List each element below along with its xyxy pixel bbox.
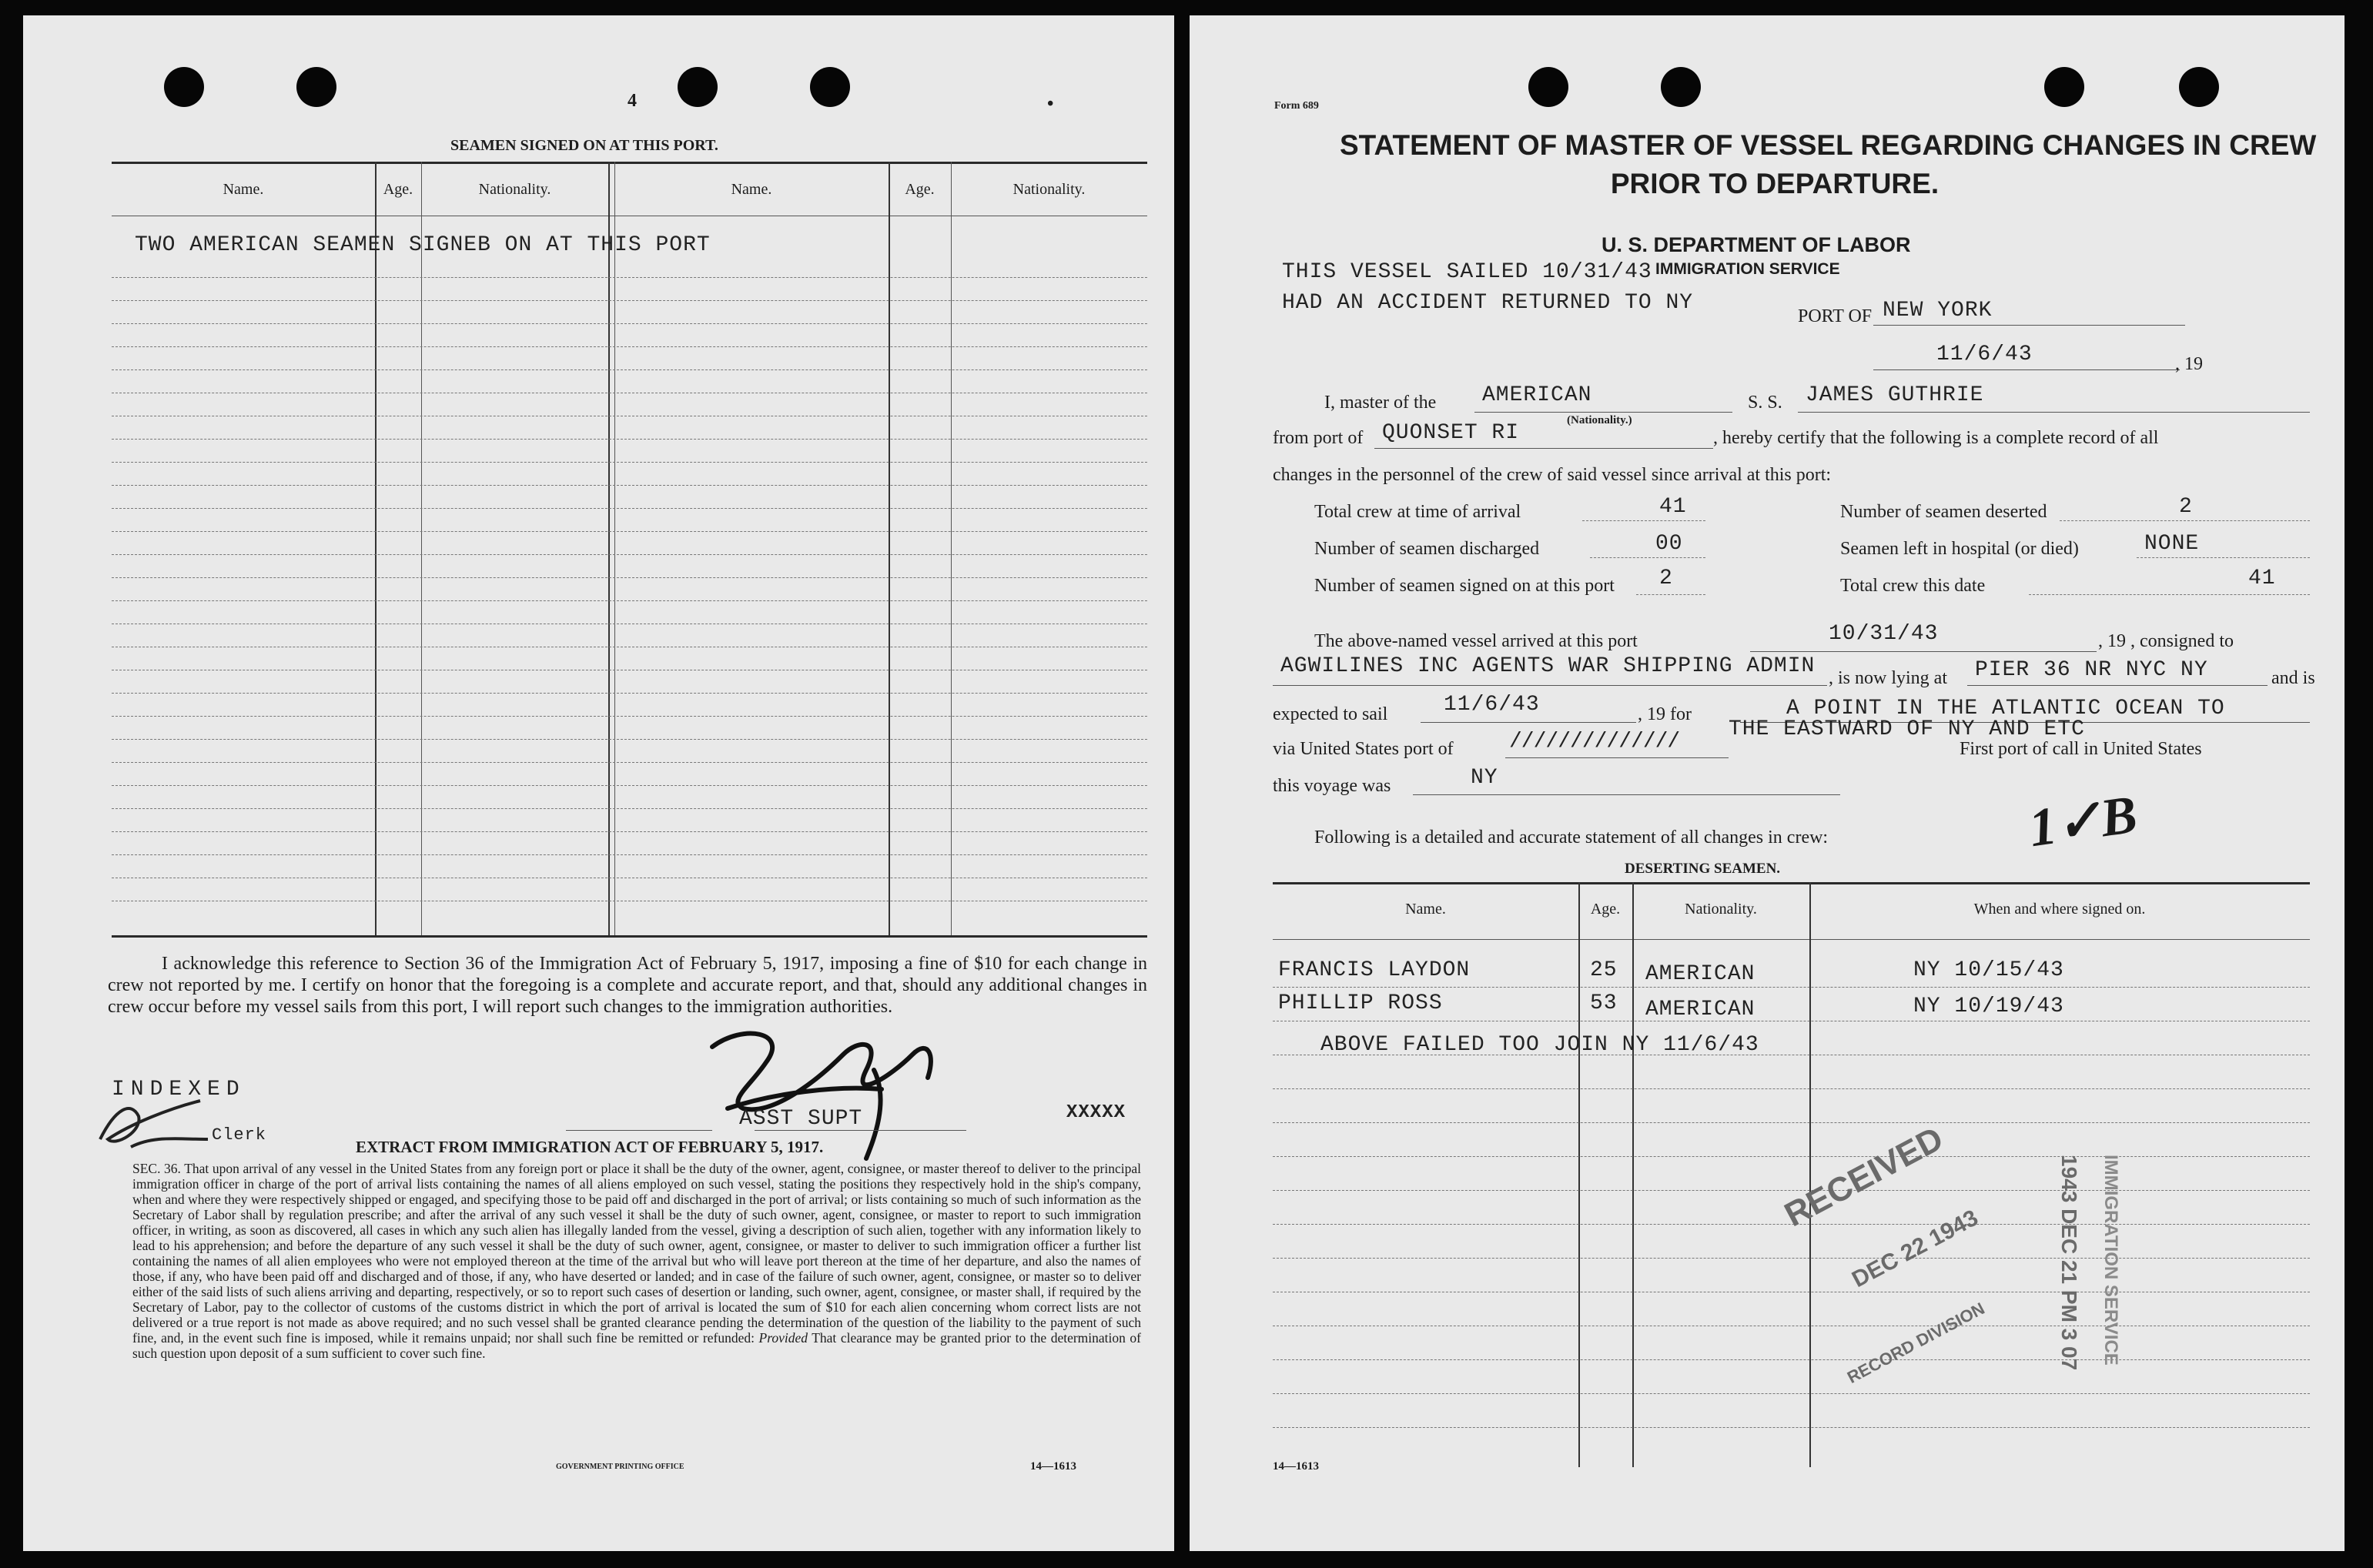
port-label: PORT OF xyxy=(1798,306,1873,326)
voyage-line xyxy=(1413,794,1840,795)
vertical-stamp: 1943 DEC 21 PM 3 07 xyxy=(2057,1155,2081,1371)
table-top-rule xyxy=(1273,882,2310,884)
ruled-line xyxy=(112,554,1147,555)
total-date-label: Total crew this date xyxy=(1840,576,1986,596)
signature-line xyxy=(566,1130,712,1131)
consigned-text: , 19 , consigned to xyxy=(2098,631,2234,651)
destination-line-2: THE EASTWARD OF NY AND ETC xyxy=(1729,717,2085,741)
column-header: Name. xyxy=(223,181,264,198)
column-header: Nationality. xyxy=(1012,181,1086,198)
legal-text xyxy=(132,1161,1141,1361)
ruled-line xyxy=(112,485,1147,486)
punch-hole xyxy=(2044,67,2084,107)
form-title: STATEMENT OF MASTER OF VESSEL REGARDING CHANGES IN CREW xyxy=(1340,129,2317,161)
indexed-stamp: INDEXED xyxy=(112,1078,246,1102)
ruled-line xyxy=(1273,1088,2310,1089)
voyage-value: NY xyxy=(1471,766,1498,790)
ship-name: JAMES GUTHRIE xyxy=(1806,383,1984,407)
table-row: TWO AMERICAN SEAMEN SIGNEB ON AT THIS PORT xyxy=(135,233,711,257)
deserter-signed: NY 10/15/43 xyxy=(1913,958,2064,982)
table-header-rule xyxy=(1273,939,2310,940)
deserter-signed: NY 10/19/43 xyxy=(1913,995,2064,1018)
signature-title: ASST SUPT xyxy=(739,1107,863,1131)
date-value: 11/6/43 xyxy=(1936,343,2033,366)
punch-hole xyxy=(1661,67,1701,107)
via-value: ////////////// xyxy=(1509,730,1680,754)
ruled-line xyxy=(112,531,1147,532)
ruled-line xyxy=(1273,1156,2310,1157)
deserting-title: DESERTING SEAMEN. xyxy=(1625,861,1781,877)
dotted-leader xyxy=(2137,557,2310,558)
ruled-line xyxy=(112,323,1147,324)
deserter-age: 53 xyxy=(1590,991,1618,1015)
left-page xyxy=(23,15,1174,1551)
sail-date: 11/6/43 xyxy=(1444,693,1540,717)
punch-hole xyxy=(1528,67,1568,107)
hospital-value: NONE xyxy=(2144,532,2200,556)
punch-hole xyxy=(296,67,336,107)
dotted-leader xyxy=(1582,520,1705,521)
service-label: IMMIGRATION SERVICE xyxy=(1655,260,1840,278)
certify-text-2: changes in the personnel of the crew of said vessel since arrival at this port: xyxy=(1273,465,1832,485)
ruled-line xyxy=(112,854,1147,855)
ruled-line xyxy=(1273,1258,2310,1259)
ruled-line xyxy=(1273,987,2310,988)
column-divider xyxy=(1578,882,1580,1467)
ruled-line xyxy=(112,739,1147,740)
deserter-nationality: AMERICAN xyxy=(1645,962,1755,986)
destination-line-1: A POINT IN THE ATLANTIC OCEAN TO xyxy=(1786,697,2225,720)
arrived-line xyxy=(1750,651,2097,652)
punch-hole xyxy=(2179,67,2219,107)
ruled-line xyxy=(112,277,1147,278)
master-prefix: I, master of the xyxy=(1324,393,1437,413)
ruled-line xyxy=(112,439,1147,440)
sailed-note: THIS VESSEL SAILED 10/31/43 xyxy=(1282,260,1652,284)
column-header: Nationality. xyxy=(478,181,551,198)
column-header: Name. xyxy=(731,181,772,198)
dotted-leader xyxy=(1636,594,1705,595)
ruled-line xyxy=(1273,1190,2310,1191)
acknowledgement-text: I acknowledge this reference to Section 36 of the Immigration Act of February 5, 1917, imposing a fine of $10 for each change in crew not reported by me. I certify on honor that the foregoing is a complete and accurate report, and that, should any additional changes in crew occur before my vessel sails from this port, I will report such changes to the immigration authorities. xyxy=(108,954,1147,1017)
clerk-label: Clerk xyxy=(212,1125,267,1145)
nationality-line xyxy=(1474,412,1732,413)
ruled-line xyxy=(112,600,1147,601)
ink-mark: • xyxy=(1047,94,1054,114)
table-top-rule xyxy=(112,162,1147,164)
received-stamp: RECEIVED xyxy=(1779,1119,1950,1235)
from-port-line xyxy=(1374,448,1713,449)
following-text: Following is a detailed and accurate statement of all changes in crew: xyxy=(1314,827,1829,848)
deserter-nationality: AMERICAN xyxy=(1645,998,1755,1021)
sail-date-line xyxy=(1421,722,1636,723)
column-header: When and where signed on. xyxy=(1973,901,2146,918)
section-label: SEC. 36. xyxy=(132,1161,181,1176)
column-divider xyxy=(1632,882,1634,1467)
ruled-line xyxy=(112,300,1147,301)
ruled-line xyxy=(112,577,1147,578)
column-header: Age. xyxy=(1590,901,1621,918)
accident-note: HAD AN ACCIDENT RETURNED TO NY xyxy=(1282,291,1694,315)
ruled-line xyxy=(112,508,1147,509)
form-code: 14—1613 xyxy=(1030,1460,1076,1473)
section-title: SEAMEN SIGNED ON AT THIS PORT. xyxy=(450,137,718,154)
ruled-line xyxy=(112,462,1147,463)
extract-body: That upon arrival of any vessel in the United States from any foreign port or place it shall be the duty of the owner, agent, consignee, or master thereof to deliver to the principal immigration officer in charge of the port of arrival lists containing the names of all aliens employed on such vessel, stating the positions they respectively hold in the ship's company, when and where they were respectively shipped or engaged, and specifying those to be paid off and discharged in the port of arrival; or lists containing so much of such information as the Secretary of Labor shall by regulation prescribe; and after the arrival of any such vessel it shall be the duty of such owner, agent, consignee, or master to report to such immigration officer, in writing, as soon as discovered, all cases in which any such alien has illegally landed from the vessel, giving a description of such alien, together with any information likely to lead to his apprehension; and before the departure of any such vessel it shall be the duty of such owner, agent, consignee, or master to deliver to such immigration officer a further list containing the names of all alien employees who were not employed thereon at the time of the arrival but who will leave port thereon at the time of her departure, and also the names of those, if any, who have been paid off and discharged and of those, if any, who have deserted or landed; and in case of the failure of such owner, agent, consignee, or master so to deliver either of the said lists of such aliens arriving and departing, respectively, or so to report such cases of desertion or landing, such owner, agent, consignee, or master shall, if required by the Secretary of Labor, pay to the collector of customs of the customs district in which the port of arrival is located the sum of $10 for each alien concerning whom correct lists are not delivered or a true report is not made as above required; and no such vessel shall be granted clearance pending the determination of the question of the liability to the payment of such fine, and, in the event such fine is imposed, while it remains unpaid; nor shall such fine be remitted or refunded: xyxy=(132,1161,1141,1346)
date-line xyxy=(1873,369,2180,370)
port-value: NEW YORK xyxy=(1883,299,1993,323)
ruled-line xyxy=(1273,1359,2310,1360)
form-code: 14—1613 xyxy=(1273,1460,1319,1473)
ruled-line xyxy=(112,716,1147,717)
ruled-line xyxy=(1273,1393,2310,1394)
form-subtitle: PRIOR TO DEPARTURE. xyxy=(1610,168,1940,199)
column-header: Nationality. xyxy=(1685,901,1757,918)
arrived-date: 10/31/43 xyxy=(1829,622,1939,646)
column-header: Age. xyxy=(383,181,413,198)
column-divider xyxy=(1809,882,1811,1467)
ruled-line xyxy=(112,831,1147,832)
certify-text: , hereby certify that the following is a complete record of all xyxy=(1713,428,2159,448)
deserted-value: 2 xyxy=(2179,495,2193,519)
hospital-label: Seamen left in hospital (or died) xyxy=(1840,539,2079,559)
department-label: U. S. DEPARTMENT OF LABOR xyxy=(1602,233,1911,256)
deserter-age: 25 xyxy=(1590,958,1618,982)
dotted-leader xyxy=(2060,520,2310,521)
discharged-label: Number of seamen discharged xyxy=(1314,539,1540,559)
ruled-line xyxy=(1273,1427,2310,1428)
nationality-value: AMERICAN xyxy=(1482,383,1592,407)
clerk-initials-icon xyxy=(85,1093,216,1155)
ss-label: S. S. xyxy=(1748,393,1782,413)
right-page xyxy=(1190,15,2345,1551)
signed-label: Number of seamen signed on at this port xyxy=(1314,576,1615,596)
voyage-label: this voyage was xyxy=(1273,776,1391,796)
ruled-line xyxy=(112,762,1147,763)
for-label: , 19 for xyxy=(1638,704,1692,724)
total-arrival-value: 41 xyxy=(1659,495,1687,519)
ship-name-line xyxy=(1798,412,2310,413)
dotted-leader xyxy=(2029,594,2310,595)
from-port-label: from port of xyxy=(1273,428,1364,448)
provided-label: Provided xyxy=(758,1330,808,1346)
arrived-text: The above-named vessel arrived at this port xyxy=(1314,631,1638,651)
provided-text: That clearance may be granted prior to the determination of such question upon deposit of a sum sufficient to cover such fine. xyxy=(132,1330,1141,1361)
ruled-line xyxy=(1273,1122,2310,1123)
stamp-division: RECORD DIVISION xyxy=(1844,1299,1988,1388)
ruled-line xyxy=(112,693,1147,694)
ruled-line xyxy=(112,369,1147,370)
master-label: XXXXX xyxy=(1066,1102,1126,1123)
first-port-label: First port of call in United States xyxy=(1960,739,2202,759)
punch-hole xyxy=(678,67,718,107)
deserter-name: FRANCIS LAYDON xyxy=(1278,958,1471,982)
total-date-value: 41 xyxy=(2248,567,2276,590)
failed-note: ABOVE FAILED TOO JOIN NY 11/6/43 xyxy=(1320,1033,1759,1057)
discharged-value: 00 xyxy=(1655,532,1683,556)
year-suffix: , 19 xyxy=(2175,354,2203,374)
column-header: Age. xyxy=(905,181,935,198)
punch-hole xyxy=(164,67,204,107)
page-number: 4 xyxy=(628,91,637,111)
pier-value: PIER 36 NR NYC NY xyxy=(1975,658,2208,682)
total-arrival-label: Total crew at time of arrival xyxy=(1314,502,1521,522)
via-line xyxy=(1505,757,1729,758)
lying-text: , is now lying at xyxy=(1829,668,1947,688)
ruled-line xyxy=(112,785,1147,786)
form-label: Form 689 xyxy=(1274,100,1319,112)
pier-line xyxy=(1967,685,2268,686)
and-is-text: and is xyxy=(2271,668,2315,688)
printer-label: GOVERNMENT PRINTING OFFICE xyxy=(556,1463,684,1471)
ruled-line xyxy=(112,346,1147,347)
via-label: via United States port of xyxy=(1273,739,1454,759)
deserter-name: PHILLIP ROSS xyxy=(1278,991,1443,1015)
deserted-label: Number of seamen deserted xyxy=(1840,502,2047,522)
signed-value: 2 xyxy=(1659,567,1673,590)
extract-title: EXTRACT FROM IMMIGRATION ACT OF FEBRUARY 5, 1917. xyxy=(356,1138,824,1156)
stamp-date: DEC 22 1943 xyxy=(1848,1205,1983,1293)
port-line xyxy=(1873,325,2185,326)
punch-hole xyxy=(810,67,850,107)
agent-value: AGWILINES INC AGENTS WAR SHIPPING ADMIN xyxy=(1280,654,1816,678)
vertical-stamp-service: IMMIGRATION SERVICE xyxy=(2100,1155,2121,1366)
column-header: Name. xyxy=(1405,901,1446,918)
agent-line xyxy=(1273,685,1827,686)
dotted-leader xyxy=(1590,557,1705,558)
table-bottom-rule xyxy=(112,935,1147,938)
ruled-line xyxy=(112,808,1147,809)
handwritten-mark: 1✓B xyxy=(2025,784,2141,859)
nationality-caption: (Nationality.) xyxy=(1567,414,1632,426)
from-port-value: QUONSET RI xyxy=(1382,421,1520,445)
expected-label: expected to sail xyxy=(1273,704,1388,724)
